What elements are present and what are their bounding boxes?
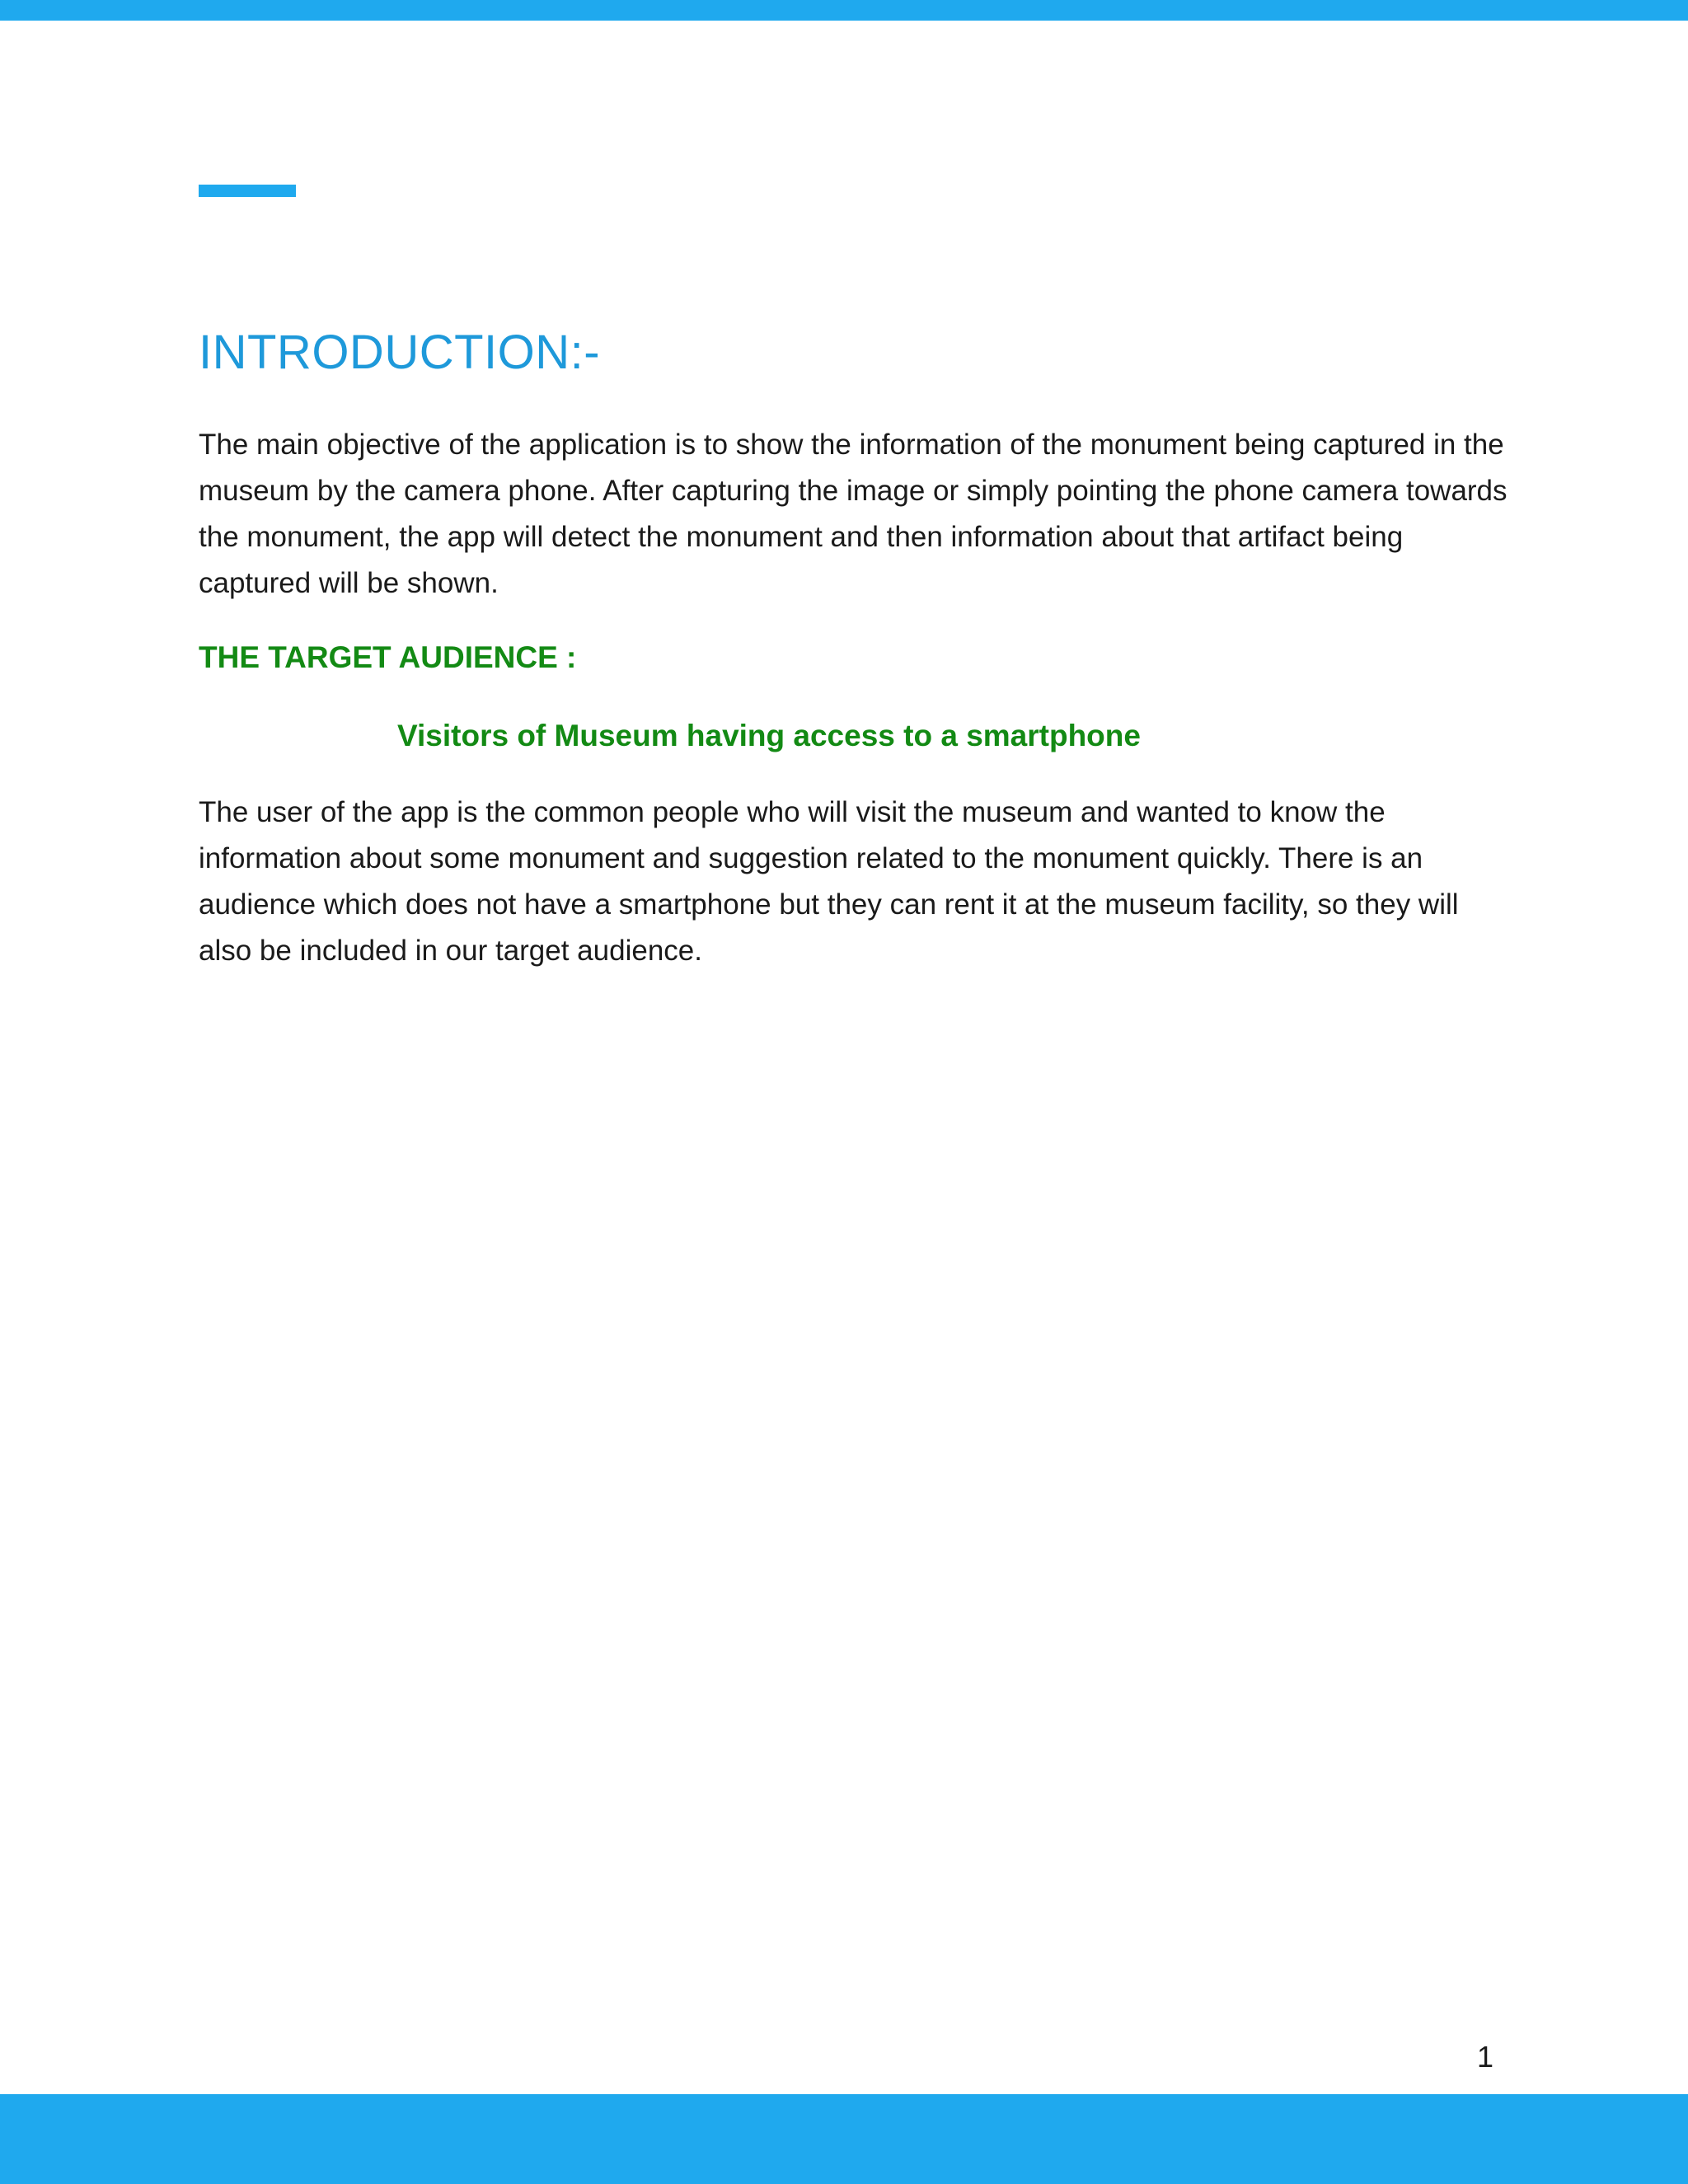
top-accent-bar <box>0 0 1688 21</box>
target-audience-subheading: Visitors of Museum having access to a smartphone <box>397 719 1141 752</box>
page-number: 1 <box>1476 2040 1493 2074</box>
user-paragraph: The user of the app is the common people who will visit the museum and wanted to know the information about some monument and suggestion related to the monument quickly. There is an audience which does not have a smartphone but they can rent it at the museum facility, so they will also be included in our target audience. <box>199 796 1459 967</box>
introduction-paragraph: The main objective of the application is to show the information of the monument being captured in the museum by the camera phone. After capturing the image or simply pointing the phone camera towards the monument, the app will detect the monument and then information about that artifact being captured will be shown. <box>199 429 1507 599</box>
heading-accent-dash <box>199 185 296 197</box>
bottom-accent-bar <box>0 2094 1688 2184</box>
introduction-heading: INTRODUCTION:- <box>199 326 601 379</box>
target-audience-heading: THE TARGET AUDIENCE : <box>199 640 577 674</box>
